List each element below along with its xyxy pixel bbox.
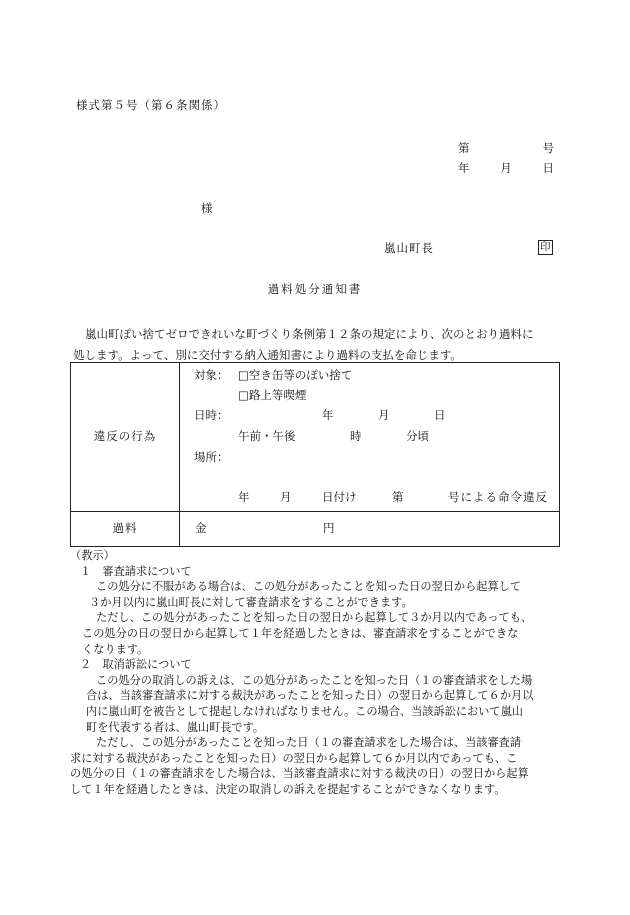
order-number-prefix: 第 [392,490,404,504]
violation-table [70,362,560,547]
instructions-heading: （教示） [70,549,115,562]
date-month: 月 [500,161,512,175]
note-line: 合は、当該審査請求に対する裁決があったことを知った日）の翌日から起算して６か月以 [86,689,534,703]
target-option-litter: □空き缶等のぽい捨て [238,368,353,382]
datetime-ampm: 午前・午後 [238,429,296,443]
fine-label: 過料 [71,512,180,547]
form-number: 様式第５号（第６条関係） [76,98,226,112]
amount-suffix: 円 [323,521,335,536]
number-suffix: 号 [542,141,554,155]
intro-line: 嵐山町ぽい捨てゼロできれいな町づくり条例第１２条の規定により、次のとおり過料に [85,327,534,341]
note-line: この処分に不服がある場合は、この処分があったことを知った日の翌日から起算して [96,580,522,594]
place-label: 場所： [194,450,229,464]
note-line: の処分の日（１の審査請求をした場合は、当該審査請求に対する裁決の日）の翌日から起算 [70,767,529,781]
note-line: して１年を経過したときは、決定の取消しの訴えを提起することができなくなります。 [70,782,506,796]
note-line: この処分の取消しの訴えは、この処分があったことを知った日（１の審査請求をした場 [96,673,533,687]
number-prefix: 第 [458,141,470,155]
target-label: 対象： [194,368,229,382]
intro-paragraph [73,324,563,366]
datetime-day: 日 [434,408,446,422]
violation-row [71,363,560,512]
date-day: 日 [542,161,554,175]
datetime-year: 年 [322,408,334,422]
datetime-hour: 時 [350,429,362,443]
fine-row [71,512,560,547]
note-line: 内に嵐山町を被告として提起しなければなりません。この場合、当該訴訟において嵐山 [86,704,523,718]
note-line: 町を代表する者は、嵐山町長です。 [86,720,265,734]
addressee-honorific: 様 [201,201,213,215]
seal-mark: 印 [540,241,551,253]
note-line: ただし、この処分があったことを知った日（１の審査請求をした場合は、当該審査請 [96,736,522,750]
order-month: 月 [280,490,292,504]
violation-content [180,363,560,512]
amount-prefix: 金 [195,521,207,536]
document-date [458,163,554,175]
order-violation-text: 号による命令違反 [448,490,548,504]
date-year: 年 [458,161,470,175]
issuer-mayor: 嵐山町長 [384,241,434,255]
order-year: 年 [238,490,250,504]
fine-amount [180,512,560,547]
instructions [70,548,570,798]
intro-line: 処します。よって、別に交付する納入通知書により過料の支払を命じます。 [73,348,462,362]
datetime-minute: 分頃 [406,429,429,443]
note-line: この処分の日の翌日から起算して１年を経過したときは、審査請求をすることができな [82,626,519,640]
datetime-label: 日時： [194,408,229,422]
section-title: １ 審査請求について [80,564,192,578]
note-line: ３か月以内に嵐山町長に対して審査請求をすることができます。 [89,595,413,609]
datetime-month: 月 [378,408,390,422]
note-line: ただし、この処分があったことを知った日の翌日から起算して３か月以内であっても、 [96,611,533,625]
target-option-smoking: □路上等喫煙 [238,388,307,402]
order-date: 日付け [322,490,357,504]
document-number [458,143,554,155]
section-title: ２ 取消訴訟について [80,658,192,672]
note-line: 求に対する裁決があったことを知った日）の翌日から起算して６か月以内であっても、こ [70,751,518,765]
note-line: くなります。 [82,642,149,656]
document-title: 過料処分通知書 [267,282,363,296]
violation-label: 違反の行為 [71,363,180,512]
